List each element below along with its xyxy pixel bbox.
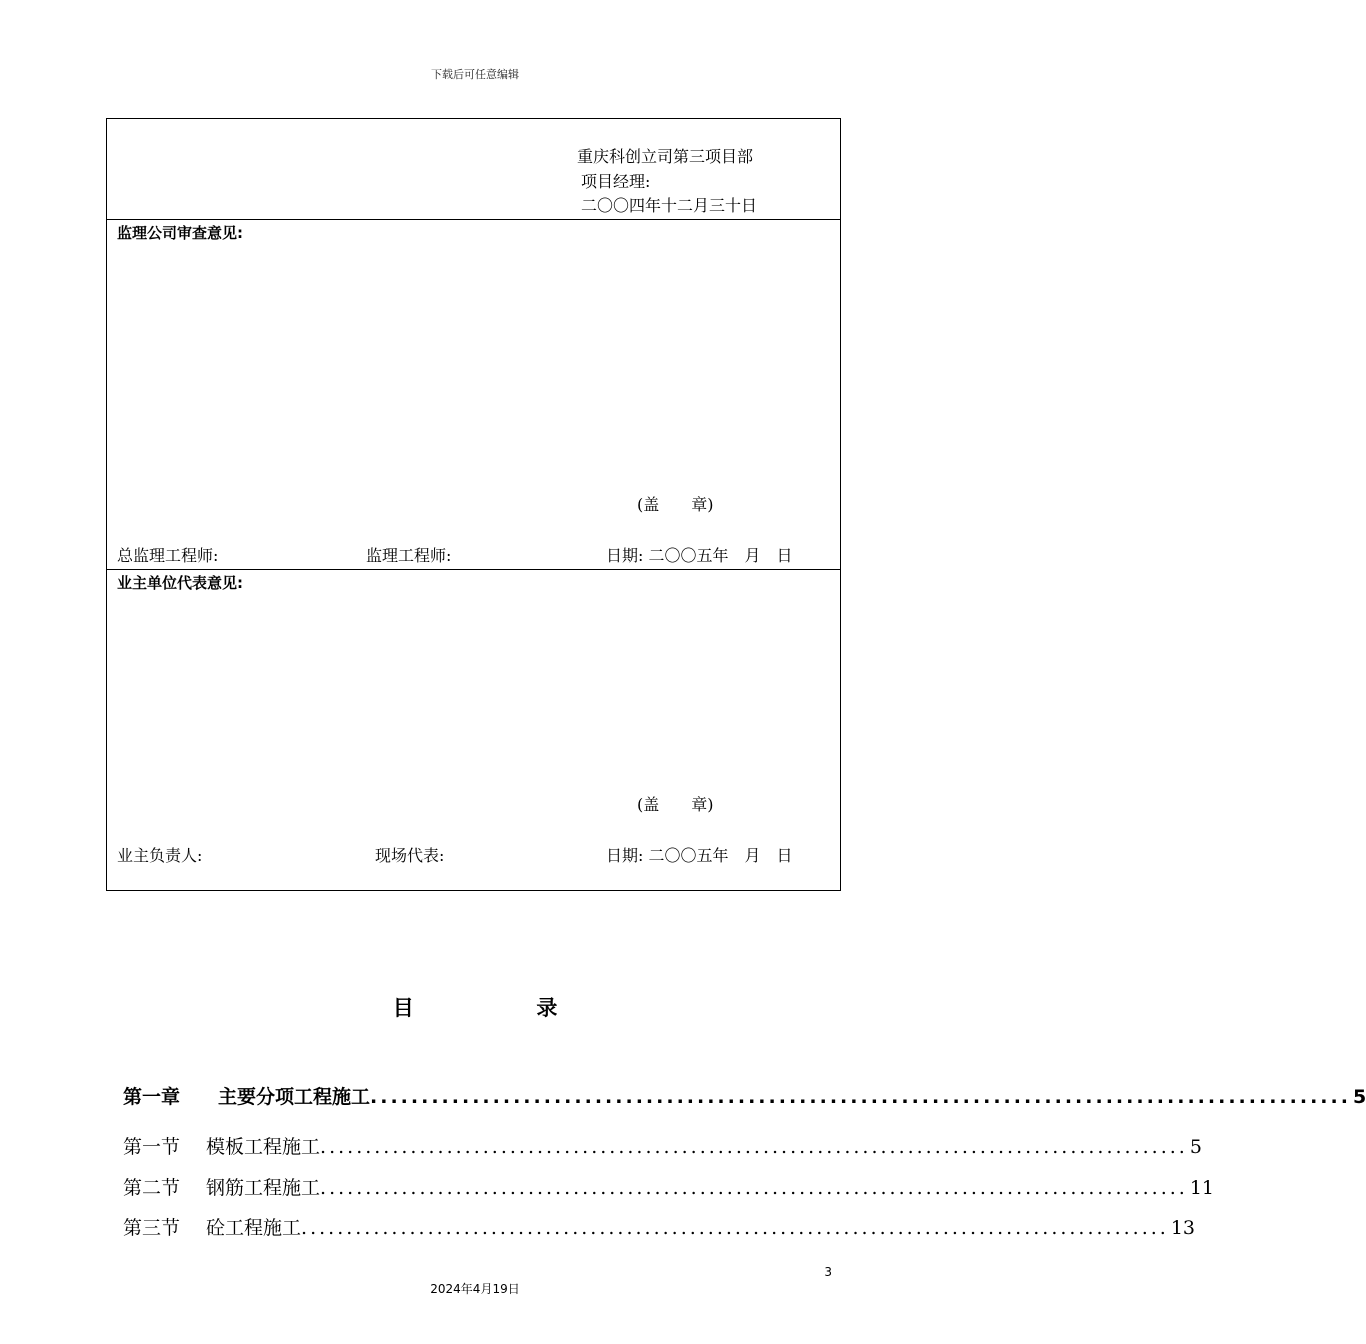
- top-date: 二〇〇四年十二月三十日: [581, 196, 758, 215]
- toc-leader: ................................................................................................: [320, 1136, 1188, 1158]
- toc-leader: ................................................................................................: [370, 1086, 1351, 1108]
- toc-section-title: 模板工程施工: [206, 1136, 321, 1158]
- toc-section[interactable]: [123, 1213, 1196, 1240]
- company-name: 重庆科创立司第三项目部: [577, 147, 754, 166]
- supervision-stamp: (盖 章): [637, 495, 714, 514]
- toc-leader: ................................................................................................: [320, 1177, 1188, 1199]
- supervision-date: 日期: 二〇〇五年 月 日: [606, 546, 793, 565]
- engineer-label: 监理工程师:: [366, 546, 452, 565]
- approval-form: [106, 118, 841, 891]
- header-note: 下载后可任意编辑: [431, 68, 519, 81]
- footer-date: 2024年4月19日: [430, 1282, 520, 1296]
- chief-engineer-label: 总监理工程师:: [117, 546, 219, 565]
- site-rep-label: 现场代表:: [375, 846, 445, 865]
- toc-chapter[interactable]: [123, 1082, 1366, 1109]
- page-number: 3: [824, 1265, 832, 1279]
- toc-chapter-num: 第一章: [123, 1086, 181, 1108]
- toc-section-page: 13: [1170, 1217, 1196, 1239]
- owner-label: 业主负责人:: [117, 846, 203, 865]
- owner-heading: 业主单位代表意见:: [117, 574, 243, 592]
- owner-stamp: (盖 章): [637, 795, 714, 814]
- toc-section-page: 11: [1189, 1177, 1215, 1199]
- supervision-heading: 监理公司审查意见:: [117, 224, 243, 242]
- toc-title-right: 录: [536, 996, 558, 1020]
- toc-section-title: 钢筋工程施工: [206, 1177, 321, 1199]
- toc-section[interactable]: [123, 1173, 1215, 1200]
- toc-leader: ................................................................................................: [301, 1217, 1169, 1239]
- toc-chapter-page: 5: [1352, 1086, 1366, 1108]
- toc-section-num: 第二节: [123, 1177, 181, 1199]
- toc-title: [0, 992, 950, 1022]
- owner-date: 日期: 二〇〇五年 月 日: [606, 846, 793, 865]
- toc-section-page: 5: [1189, 1136, 1202, 1158]
- toc-section-title: 砼工程施工: [206, 1217, 302, 1239]
- section-divider: [107, 569, 840, 570]
- section-divider: [107, 219, 840, 220]
- toc-section-num: 第一节: [123, 1136, 181, 1158]
- manager-label: 项目经理:: [581, 172, 651, 191]
- toc-title-left: 目: [392, 996, 414, 1020]
- toc-section[interactable]: [123, 1132, 1202, 1159]
- toc-section-num: 第三节: [123, 1217, 181, 1239]
- toc-chapter-title: 主要分项工程施工: [218, 1086, 371, 1108]
